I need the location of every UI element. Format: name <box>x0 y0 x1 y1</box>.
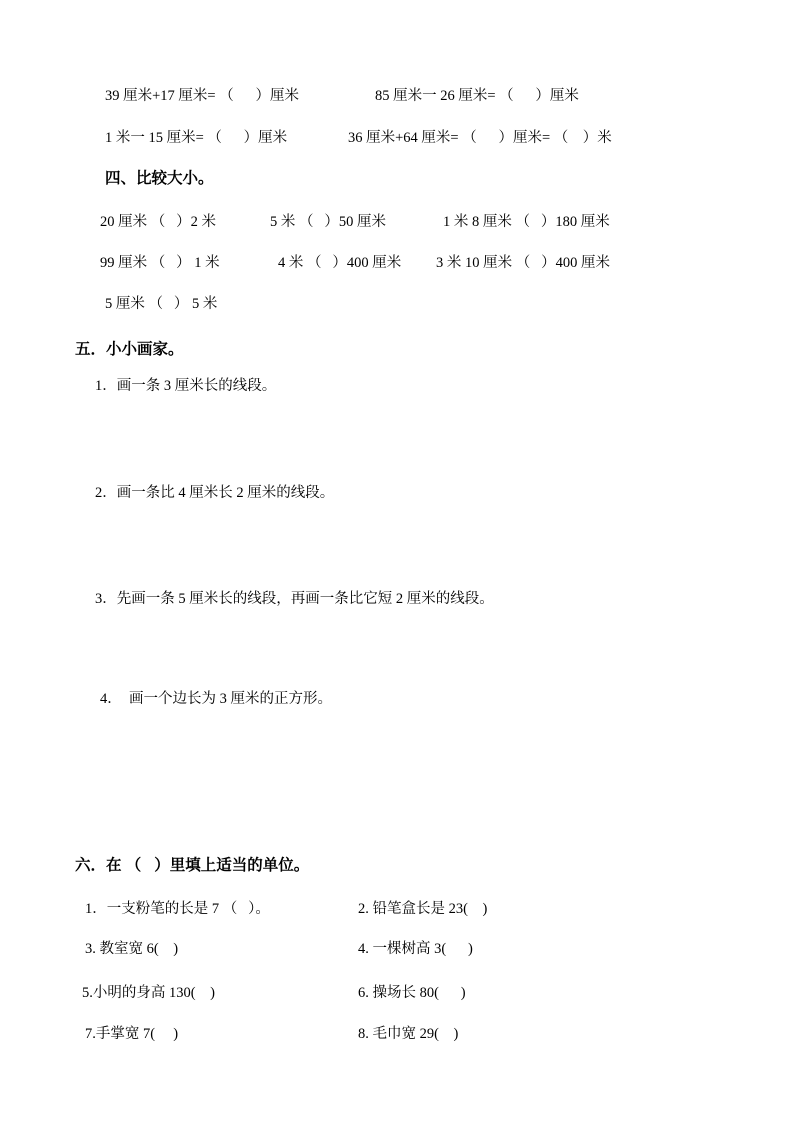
calc-problem: 36 厘米+64 厘米= （ ）厘米= （ ）米 <box>348 130 612 146</box>
draw-question: 2．画一条比 4 厘米长 2 厘米的线段。 <box>95 485 335 501</box>
draw-question: 3．先画一条 5 厘米长的线段，再画一条比它短 2 厘米的线段。 <box>95 591 494 607</box>
compare-item: 5 米 （ ）50 厘米 <box>270 214 386 230</box>
compare-item: 5 厘米 （ ） 5 米 <box>105 296 218 312</box>
unit-question: 3. 教室宽 6( ) <box>85 941 179 957</box>
compare-item: 20 厘米 （ ）2 米 <box>100 214 216 230</box>
unit-question: 7.手掌宽 7( ) <box>85 1026 179 1042</box>
unit-question: 4. 一棵树高 3( ) <box>358 941 473 957</box>
compare-item: 3 米 10 厘米 （ ）400 厘米 <box>436 255 610 271</box>
section-six-title: 六．在 （ ）里填上适当的单位。 <box>75 857 310 874</box>
section-five-title: 五．小小画家。 <box>75 341 184 358</box>
unit-question: 2. 铅笔盒长是 23( ) <box>358 901 488 917</box>
draw-question: 4． 画一个边长为 3 厘米的正方形。 <box>100 691 332 707</box>
draw-question: 1．画一条 3 厘米长的线段。 <box>95 378 277 394</box>
compare-item: 4 米 （ ）400 厘米 <box>278 255 402 271</box>
unit-question: 5.小明的身高 130( ) <box>82 985 215 1001</box>
calc-problem: 39 厘米+17 厘米= （ ）厘米 <box>105 88 299 104</box>
compare-item: 99 厘米 （ ） 1 米 <box>100 255 220 271</box>
compare-item: 1 米 8 厘米 （ ）180 厘米 <box>443 214 610 230</box>
unit-question: 6. 操场长 80( ) <box>358 985 466 1001</box>
calc-problem: 1 米一 15 厘米= （ ）厘米 <box>105 130 288 146</box>
unit-question: 8. 毛巾宽 29( ) <box>358 1026 459 1042</box>
section-four-title: 四、比较大小。 <box>105 170 214 187</box>
calc-problem: 85 厘米一 26 厘米= （ ）厘米 <box>375 88 579 104</box>
unit-question: 1．一支粉笔的长是 7 （ ）。 <box>85 901 270 917</box>
